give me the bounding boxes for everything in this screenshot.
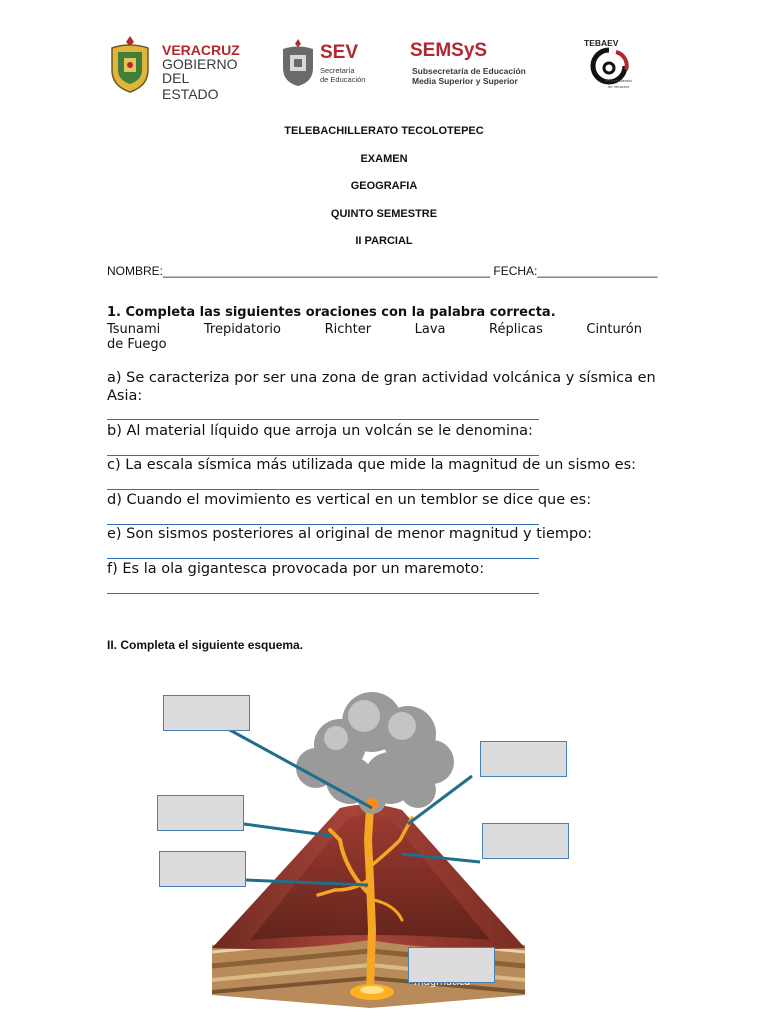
- diagram-box-2[interactable]: [480, 741, 567, 777]
- semester-title: QUINTO SEMESTRE: [330, 208, 438, 220]
- name-field[interactable]: _________________________________________________: [163, 264, 491, 278]
- diagram-box-4[interactable]: [482, 823, 569, 859]
- veracruz-line2: GOBIERNO: [162, 56, 238, 72]
- answer-e-line[interactable]: [107, 558, 539, 559]
- tebaev-line1: Telebachillerato: [604, 78, 632, 83]
- sev-shield-icon: [280, 38, 316, 88]
- answer-c-line[interactable]: [107, 489, 539, 490]
- logo-veracruz: [106, 34, 246, 102]
- word-tsunami: Tsunami: [107, 322, 161, 337]
- answer-f-line[interactable]: [107, 593, 539, 594]
- word-bank-wrap: de Fuego: [107, 337, 167, 352]
- question-a-text: a) Se caracteriza por ser una zona de gran actividad volcánica y sísmica en: [107, 370, 656, 386]
- section1-title: 1. Completa las siguientes oraciones con la palabra correcta.: [107, 305, 556, 320]
- diagram-box-1[interactable]: [163, 695, 250, 731]
- veracruz-shield-icon: [106, 34, 154, 94]
- logo-sev: [280, 38, 380, 90]
- name-label: NOMBRE:: [107, 264, 164, 278]
- date-label: FECHA:: [493, 264, 538, 278]
- veracruz-line3: DEL ESTADO: [162, 70, 219, 102]
- semsys-name: SEMSyS: [410, 40, 488, 61]
- sev-line2: de Educación: [320, 75, 366, 84]
- exam-title: EXAMEN: [360, 153, 408, 165]
- partial-title: II PARCIAL: [355, 235, 413, 247]
- veracruz-line1: VERACRUZ: [162, 42, 240, 58]
- semsys-line2: Media Superior y Superior: [412, 76, 518, 86]
- word-replicas: Réplicas: [489, 322, 543, 337]
- question-f: f) Es la ola gigantesca provocada por un maremoto:: [107, 561, 485, 577]
- diagram-box-3[interactable]: [157, 795, 244, 831]
- logo-tebaev: [580, 38, 650, 94]
- diagram-box-6[interactable]: [408, 947, 495, 983]
- sev-name: SEV: [320, 42, 359, 63]
- word-bank-row: [107, 322, 642, 337]
- sev-line1: Secretaría: [320, 66, 355, 75]
- question-e: e) Son sismos posteriores al original de menor magnitud y tiempo:: [107, 526, 592, 542]
- question-c: c) La escala sísmica más utilizada que mide la magnitud de un sismo es:: [107, 457, 637, 473]
- question-b: b) Al material líquido que arroja un volcán se le denomina:: [107, 423, 533, 439]
- diagram-box-5[interactable]: [159, 851, 246, 887]
- logo-semsys: [410, 40, 560, 90]
- tebaev-name: TEBAEV: [584, 38, 619, 48]
- word-bank: [107, 322, 642, 352]
- date-field[interactable]: __________________: [537, 264, 658, 278]
- word-trepidatorio: Trepidatorio: [203, 322, 281, 337]
- subject-title: GEOGRAFIA: [350, 180, 418, 192]
- word-richter: Richter: [324, 322, 372, 337]
- school-name: TELEBACHILLERATO TECOLOTEPEC: [284, 125, 484, 137]
- answer-a-line[interactable]: [107, 419, 539, 420]
- question-a: [107, 369, 656, 405]
- word-lava: Lava: [414, 322, 446, 337]
- name-date-row: [107, 264, 658, 278]
- word-cinturon: Cinturón: [586, 322, 642, 337]
- question-a-cont: Asia:: [107, 388, 143, 404]
- section2-title: II. Completa el siguiente esquema.: [107, 638, 304, 652]
- tebaev-line2: de Veracruz: [608, 84, 630, 89]
- semsys-line1: Subsecretaría de Educación: [412, 66, 526, 76]
- question-d: d) Cuando el movimiento es vertical en un temblor se dice que es:: [107, 492, 592, 508]
